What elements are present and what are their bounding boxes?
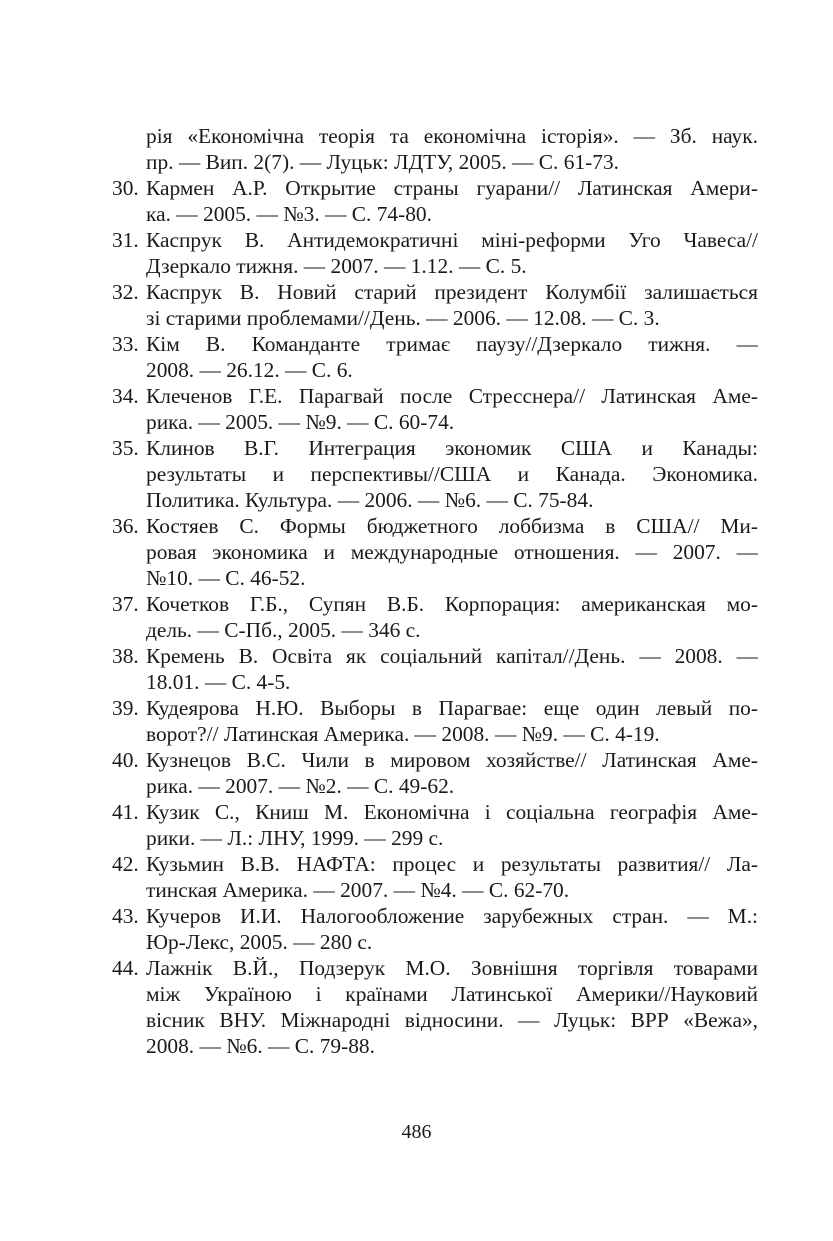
page-number: 486 [401, 1121, 432, 1143]
reference-number: 31. [112, 228, 139, 252]
reference-item [112, 903, 758, 955]
reference-line: ровая экономика и международные отношения. — 2007. — [146, 540, 758, 564]
reference-text [146, 851, 758, 903]
reference-text [146, 383, 758, 435]
reference-text [146, 513, 758, 591]
reference-number: 40. [112, 748, 139, 772]
reference-number: 33. [112, 332, 139, 356]
reference-line: Каспрук В. Новий старий президент Колумбії залишається [146, 280, 758, 304]
reference-text [146, 123, 758, 175]
reference-text [146, 799, 758, 851]
reference-text [146, 955, 758, 1059]
reference-item [112, 331, 758, 383]
reference-line: Клеченов Г.Е. Парагвай после Стресснера// Латинская Аме- [146, 384, 758, 408]
reference-number: 42. [112, 852, 139, 876]
reference-line: рики. — Л.: ЛНУ, 1999. — 299 с. [146, 826, 444, 850]
reference-number: 44. [112, 956, 139, 980]
reference-line: Каспрук В. Антидемократичні міні-реформи Уго Чавеса// [146, 228, 758, 252]
reference-item [112, 227, 758, 279]
reference-text [146, 591, 758, 643]
reference-item [112, 747, 758, 799]
reference-line: ка. — 2005. — №3. — С. 74-80. [146, 202, 432, 226]
reference-line: дель. — С-Пб., 2005. — 346 с. [146, 618, 421, 642]
reference-line: Костяев С. Формы бюджетного лоббизма в США// Ми- [146, 514, 758, 538]
reference-line: рія «Економічна теорія та економічна історія». — Зб. наук. [146, 124, 758, 148]
reference-text [146, 227, 758, 279]
reference-number: 32. [112, 280, 139, 304]
reference-line: 2008. — №6. — С. 79-88. [146, 1034, 375, 1058]
reference-item [112, 799, 758, 851]
reference-line: тинская Америка. — 2007. — №4. — С. 62-70. [146, 878, 570, 902]
reference-number: 41. [112, 800, 139, 824]
reference-line: 2008. — 26.12. — С. 6. [146, 358, 353, 382]
reference-line: Кудеярова Н.Ю. Выборы в Парагвае: еще один левый по- [146, 696, 758, 720]
reference-number: 34. [112, 384, 139, 408]
reference-text [146, 279, 758, 331]
reference-line: Кузик С., Книш М. Економічна і соціальна географія Аме- [146, 800, 758, 824]
reference-line: Клинов В.Г. Интеграция экономик США и Канады: [146, 436, 758, 460]
reference-line: Кузнецов В.С. Чили в мировом хозяйстве// Латинская Аме- [146, 748, 758, 772]
reference-line: пр. — Вип. 2(7). — Луцьк: ЛДТУ, 2005. — С. 61-73. [146, 150, 620, 174]
reference-text [146, 435, 758, 513]
reference-text [146, 175, 758, 227]
reference-number: 30. [112, 176, 139, 200]
reference-line: 18.01. — С. 4-5. [146, 670, 291, 694]
reference-item [112, 383, 758, 435]
reference-text [146, 903, 758, 955]
reference-text [146, 331, 758, 383]
reference-item [112, 513, 758, 591]
reference-line: рика. — 2005. — №9. — С. 60-74. [146, 410, 455, 434]
reference-line: Дзеркало тижня. — 2007. — 1.12. — С. 5. [146, 254, 527, 278]
reference-item [112, 955, 758, 1059]
reference-number: 35. [112, 436, 139, 460]
reference-line: результаты и перспективы//США и Канада. Экономика. [146, 462, 758, 486]
reference-item [112, 123, 758, 175]
reference-number: 39. [112, 696, 139, 720]
reference-line: між Україною і країнами Латинської Америки//Науковий [146, 982, 758, 1006]
reference-number: 38. [112, 644, 139, 668]
reference-line: Кучеров И.И. Налогообложение зарубежных стран. — М.: [146, 904, 758, 928]
reference-line: Юр-Лекс, 2005. — 280 с. [146, 930, 373, 954]
reference-item [112, 279, 758, 331]
reference-number: 43. [112, 904, 139, 928]
reference-number: 36. [112, 514, 139, 538]
reference-item [112, 695, 758, 747]
reference-text [146, 643, 758, 695]
reference-item [112, 175, 758, 227]
reference-line: Лажнік В.Й., Подзерук М.О. Зовнішня торгівля товарами [146, 956, 758, 980]
reference-line: Политика. Культура. — 2006. — №6. — С. 75-84. [146, 488, 594, 512]
reference-line: вісник ВНУ. Міжнародні відносини. — Луцьк: ВРР «Вежа», [146, 1008, 758, 1032]
reference-number: 37. [112, 592, 139, 616]
reference-list [112, 123, 758, 1059]
reference-line: №10. — С. 46-52. [146, 566, 306, 590]
reference-text [146, 747, 758, 799]
reference-line: Кремень В. Освіта як соціальний капітал//День. — 2008. — [146, 644, 758, 668]
reference-line: рика. — 2007. — №2. — С. 49-62. [146, 774, 455, 798]
reference-line: Кузьмин В.В. НАФТА: процес и результаты развития// Ла- [146, 852, 758, 876]
reference-item [112, 435, 758, 513]
reference-item [112, 591, 758, 643]
reference-line: зі старими проблемами//День. — 2006. — 12.08. — С. 3. [146, 306, 660, 330]
reference-item [112, 643, 758, 695]
reference-line: Кочетков Г.Б., Супян В.Б. Корпорация: американская мо- [146, 592, 758, 616]
reference-item [112, 851, 758, 903]
reference-line: Кармен А.Р. Открытие страны гуарани// Латинская Амери- [146, 176, 758, 200]
reference-line: ворот?// Латинская Америка. — 2008. — №9. — С. 4-19. [146, 722, 660, 746]
reference-text [146, 695, 758, 747]
reference-line: Кім В. Команданте тримає паузу//Дзеркало тижня. — [146, 332, 758, 356]
